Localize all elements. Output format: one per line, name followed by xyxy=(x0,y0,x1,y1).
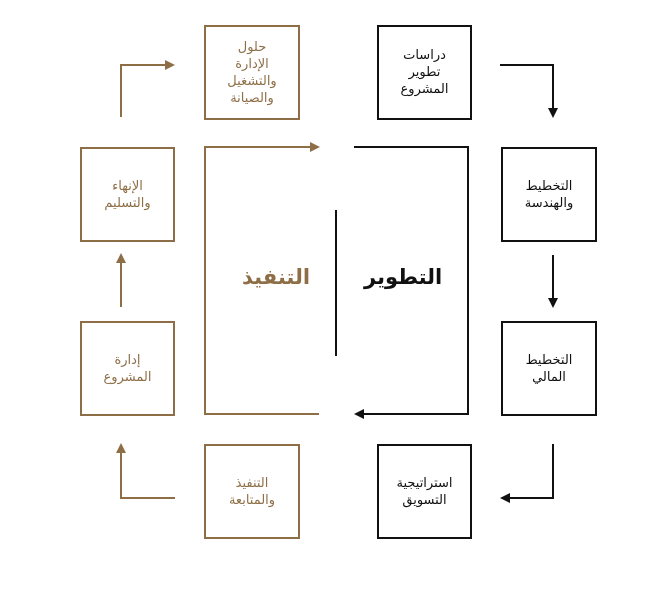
step-label: التخطيط والهندسة xyxy=(524,178,574,211)
execution-section-title: التنفيذ xyxy=(242,265,311,289)
step-project-development-studies xyxy=(377,25,472,120)
step-financial-planning xyxy=(501,321,597,416)
arrow-financial-to-marketing xyxy=(502,444,553,498)
step-label: إدارة المشروع xyxy=(103,352,152,385)
step-label: التنفيذ والمتابعة xyxy=(228,475,276,508)
step-label: دراسات تطوير المشروع xyxy=(400,48,449,97)
step-label: التخطيط المالي xyxy=(525,352,573,385)
step-label: الإنهاء والتسليم xyxy=(104,178,151,211)
step-completion-handover xyxy=(80,147,175,242)
development-section-title: التطوير xyxy=(364,265,443,289)
step-label: استراتيجية التسويق xyxy=(396,475,453,508)
step-label: حلول الإدارة والتشغيل والصيانة xyxy=(227,39,277,106)
step-project-management xyxy=(80,321,175,416)
arrow-handover-to-operations xyxy=(121,65,173,117)
step-marketing-strategy xyxy=(377,444,472,539)
arrow-studies-to-engineering xyxy=(500,65,553,116)
step-management-operations-maintenance xyxy=(204,25,300,120)
step-planning-engineering xyxy=(501,147,597,242)
arrow-followup-to-management xyxy=(121,445,175,498)
step-execution-followup xyxy=(204,444,300,539)
